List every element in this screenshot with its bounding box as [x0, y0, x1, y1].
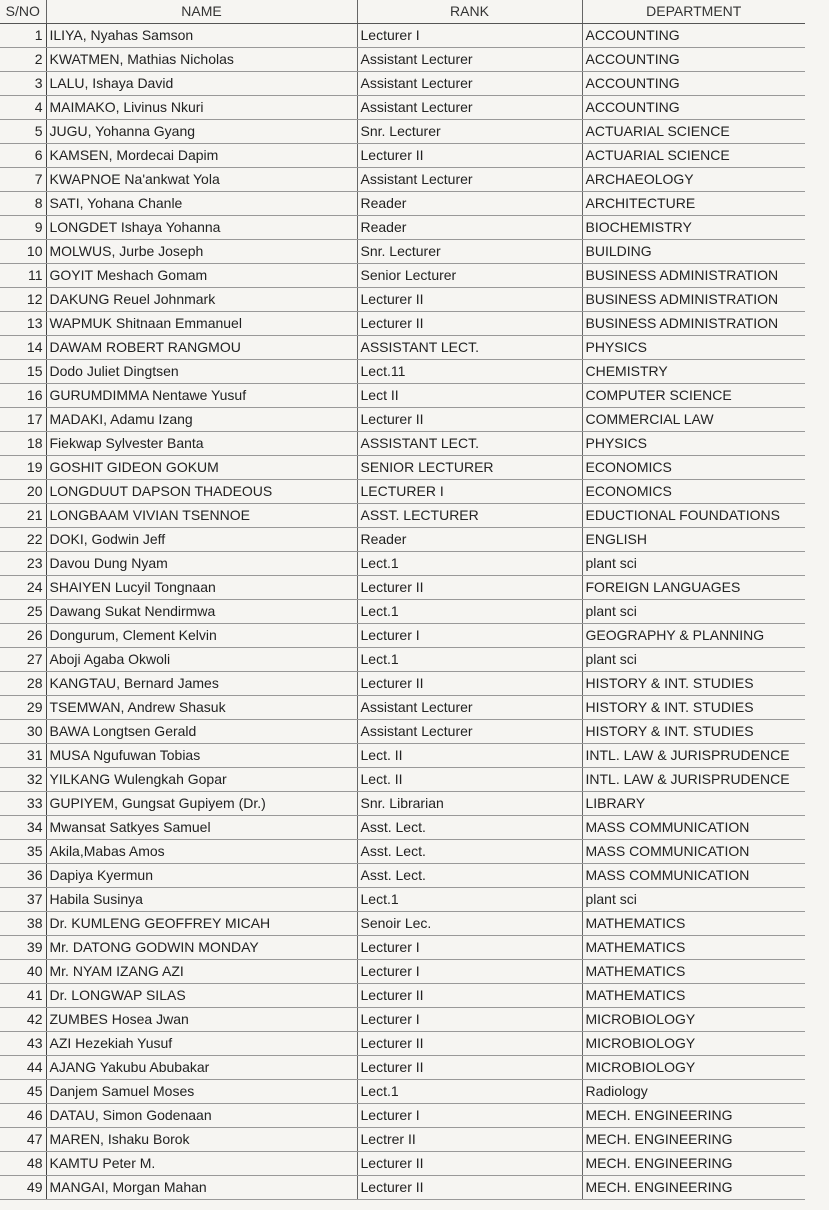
table-row — [0, 816, 805, 840]
sno-cell: 3 — [0, 72, 46, 96]
department-cell: MATHEMATICS — [582, 936, 805, 960]
name-cell: ILIYA, Nyahas Samson — [46, 24, 357, 48]
department-cell: ACCOUNTING — [582, 24, 805, 48]
department-cell: MATHEMATICS — [582, 912, 805, 936]
rank-cell: Lect.1 — [357, 888, 582, 912]
rank-cell: Reader — [357, 528, 582, 552]
sno-cell: 44 — [0, 1056, 46, 1080]
name-cell: BAWA Longtsen Gerald — [46, 720, 357, 744]
department-cell: ECONOMICS — [582, 456, 805, 480]
name-cell: KWATMEN, Mathias Nicholas — [46, 48, 357, 72]
rank-cell: Lecturer I — [357, 960, 582, 984]
name-cell: MOLWUS, Jurbe Joseph — [46, 240, 357, 264]
table-row — [0, 624, 805, 648]
department-cell: ACCOUNTING — [582, 96, 805, 120]
rank-cell: Senoir Lec. — [357, 912, 582, 936]
sno-cell: 21 — [0, 504, 46, 528]
rank-cell: Assistant Lecturer — [357, 96, 582, 120]
rank-cell: Asst. Lect. — [357, 816, 582, 840]
name-cell: LALU, Ishaya David — [46, 72, 357, 96]
rank-cell: Lect.1 — [357, 600, 582, 624]
name-cell: Dongurum, Clement Kelvin — [46, 624, 357, 648]
table-row — [0, 432, 805, 456]
department-cell: plant sci — [582, 600, 805, 624]
name-cell: SHAIYEN Lucyil Tongnaan — [46, 576, 357, 600]
rank-cell: Lecturer II — [357, 1032, 582, 1056]
sno-cell: 14 — [0, 336, 46, 360]
table-row — [0, 288, 805, 312]
sno-cell: 17 — [0, 408, 46, 432]
table-row — [0, 600, 805, 624]
table-row — [0, 24, 805, 48]
rank-cell: Lect. II — [357, 744, 582, 768]
table-header — [0, 0, 805, 24]
table-row — [0, 384, 805, 408]
department-cell: INTL. LAW & JURISPRUDENCE — [582, 768, 805, 792]
rank-cell: Lecturer II — [357, 408, 582, 432]
name-cell: ZUMBES Hosea Jwan — [46, 1008, 357, 1032]
table-row — [0, 696, 805, 720]
sno-cell: 36 — [0, 864, 46, 888]
department-cell: BUILDING — [582, 240, 805, 264]
table-row — [0, 120, 805, 144]
department-cell: MICROBIOLOGY — [582, 1008, 805, 1032]
department-cell: MECH. ENGINEERING — [582, 1152, 805, 1176]
sno-cell: 37 — [0, 888, 46, 912]
name-cell: Danjem Samuel Moses — [46, 1080, 357, 1104]
name-cell: KAMTU Peter M. — [46, 1152, 357, 1176]
department-cell: GEOGRAPHY & PLANNING — [582, 624, 805, 648]
sno-cell: 33 — [0, 792, 46, 816]
name-cell: GUPIYEM, Gungsat Gupiyem (Dr.) — [46, 792, 357, 816]
sno-cell: 43 — [0, 1032, 46, 1056]
rank-cell: Lecturer II — [357, 312, 582, 336]
department-cell: ACCOUNTING — [582, 72, 805, 96]
table-row — [0, 48, 805, 72]
table-row — [0, 240, 805, 264]
sno-cell: 38 — [0, 912, 46, 936]
rank-cell: LECTURER I — [357, 480, 582, 504]
department-cell: MASS COMMUNICATION — [582, 816, 805, 840]
sno-cell: 49 — [0, 1176, 46, 1200]
department-cell: ARCHITECTURE — [582, 192, 805, 216]
sno-cell: 19 — [0, 456, 46, 480]
rank-cell: Lecturer II — [357, 1176, 582, 1200]
name-cell: GOYIT Meshach Gomam — [46, 264, 357, 288]
table-row — [0, 840, 805, 864]
header-name: NAME — [46, 0, 357, 24]
department-cell: MASS COMMUNICATION — [582, 864, 805, 888]
sno-cell: 8 — [0, 192, 46, 216]
sno-cell: 45 — [0, 1080, 46, 1104]
table-row — [0, 1104, 805, 1128]
department-cell: PHYSICS — [582, 336, 805, 360]
department-cell: LIBRARY — [582, 792, 805, 816]
name-cell: MAIMAKO, Livinus Nkuri — [46, 96, 357, 120]
department-cell: plant sci — [582, 552, 805, 576]
department-cell: INTL. LAW & JURISPRUDENCE — [582, 744, 805, 768]
name-cell: JUGU, Yohanna Gyang — [46, 120, 357, 144]
department-cell: BUSINESS ADMINISTRATION — [582, 264, 805, 288]
header-rank: RANK — [357, 0, 582, 24]
department-cell: PHYSICS — [582, 432, 805, 456]
name-cell: Dodo Juliet Dingtsen — [46, 360, 357, 384]
rank-cell: Lecturer II — [357, 1152, 582, 1176]
rank-cell: ASST. LECTURER — [357, 504, 582, 528]
rank-cell: Lect II — [357, 384, 582, 408]
rank-cell: Lect.11 — [357, 360, 582, 384]
table-row — [0, 648, 805, 672]
department-cell: MECH. ENGINEERING — [582, 1104, 805, 1128]
table-row — [0, 864, 805, 888]
department-cell: Radiology — [582, 1080, 805, 1104]
table-row — [0, 1008, 805, 1032]
table-row — [0, 912, 805, 936]
sno-cell: 30 — [0, 720, 46, 744]
sno-cell: 7 — [0, 168, 46, 192]
department-cell: BUSINESS ADMINISTRATION — [582, 288, 805, 312]
table-row — [0, 984, 805, 1008]
table-row — [0, 672, 805, 696]
department-cell: CHEMISTRY — [582, 360, 805, 384]
table-row — [0, 1152, 805, 1176]
department-cell: ACCOUNTING — [582, 48, 805, 72]
name-cell: KAMSEN, Mordecai Dapim — [46, 144, 357, 168]
name-cell: Dr. LONGWAP SILAS — [46, 984, 357, 1008]
name-cell: LONGDUUT DAPSON THADEOUS — [46, 480, 357, 504]
name-cell: DOKI, Godwin Jeff — [46, 528, 357, 552]
name-cell: Akila,Mabas Amos — [46, 840, 357, 864]
rank-cell: Lecturer I — [357, 624, 582, 648]
sno-cell: 29 — [0, 696, 46, 720]
sno-cell: 20 — [0, 480, 46, 504]
rank-cell: Assistant Lecturer — [357, 48, 582, 72]
sno-cell: 26 — [0, 624, 46, 648]
name-cell: Mwansat Satkyes Samuel — [46, 816, 357, 840]
sno-cell: 18 — [0, 432, 46, 456]
table-row — [0, 576, 805, 600]
sno-cell: 32 — [0, 768, 46, 792]
rank-cell: Lecturer II — [357, 576, 582, 600]
sno-cell: 46 — [0, 1104, 46, 1128]
rank-cell: Reader — [357, 192, 582, 216]
table-row — [0, 504, 805, 528]
table-row — [0, 192, 805, 216]
rank-cell: ASSISTANT LECT. — [357, 336, 582, 360]
department-cell: MICROBIOLOGY — [582, 1032, 805, 1056]
sno-cell: 28 — [0, 672, 46, 696]
name-cell: Mr. DATONG GODWIN MONDAY — [46, 936, 357, 960]
sno-cell: 9 — [0, 216, 46, 240]
department-cell: MATHEMATICS — [582, 984, 805, 1008]
table-row — [0, 1056, 805, 1080]
name-cell: WAPMUK Shitnaan Emmanuel — [46, 312, 357, 336]
table-row — [0, 216, 805, 240]
table-row — [0, 888, 805, 912]
name-cell: Habila Susinya — [46, 888, 357, 912]
sno-cell: 6 — [0, 144, 46, 168]
header-sno: S/NO — [0, 0, 46, 24]
name-cell: SATI, Yohana Chanle — [46, 192, 357, 216]
department-cell: HISTORY & INT. STUDIES — [582, 696, 805, 720]
rank-cell: Lecturer I — [357, 24, 582, 48]
name-cell: DAWAM ROBERT RANGMOU — [46, 336, 357, 360]
department-cell: plant sci — [582, 888, 805, 912]
name-cell: KWAPNOE Na'ankwat Yola — [46, 168, 357, 192]
department-cell: plant sci — [582, 648, 805, 672]
department-cell: MATHEMATICS — [582, 960, 805, 984]
name-cell: Dr. KUMLENG GEOFFREY MICAH — [46, 912, 357, 936]
sno-cell: 40 — [0, 960, 46, 984]
sno-cell: 25 — [0, 600, 46, 624]
sno-cell: 13 — [0, 312, 46, 336]
table-row — [0, 792, 805, 816]
sno-cell: 5 — [0, 120, 46, 144]
rank-cell: ASSISTANT LECT. — [357, 432, 582, 456]
table-row — [0, 1176, 805, 1200]
name-cell: Aboji Agaba Okwoli — [46, 648, 357, 672]
sno-cell: 41 — [0, 984, 46, 1008]
table-row — [0, 408, 805, 432]
rank-cell: Assistant Lecturer — [357, 168, 582, 192]
table-body — [0, 24, 805, 1200]
rank-cell: Reader — [357, 216, 582, 240]
rank-cell: Lecturer II — [357, 672, 582, 696]
name-cell: LONGBAAM VIVIAN TSENNOE — [46, 504, 357, 528]
header-department: DEPARTMENT — [582, 0, 805, 24]
rank-cell: Snr. Lecturer — [357, 120, 582, 144]
name-cell: Fiekwap Sylvester Banta — [46, 432, 357, 456]
table-row — [0, 336, 805, 360]
sno-cell: 23 — [0, 552, 46, 576]
department-cell: ARCHAEOLOGY — [582, 168, 805, 192]
rank-cell: Lecturer I — [357, 1104, 582, 1128]
sno-cell: 4 — [0, 96, 46, 120]
name-cell: Mr. NYAM IZANG AZI — [46, 960, 357, 984]
table-row — [0, 168, 805, 192]
table-row — [0, 1032, 805, 1056]
sno-cell: 12 — [0, 288, 46, 312]
sno-cell: 27 — [0, 648, 46, 672]
table-row — [0, 552, 805, 576]
department-cell: HISTORY & INT. STUDIES — [582, 720, 805, 744]
sno-cell: 42 — [0, 1008, 46, 1032]
name-cell: MUSA Ngufuwan Tobias — [46, 744, 357, 768]
table-row — [0, 720, 805, 744]
sno-cell: 10 — [0, 240, 46, 264]
table-row — [0, 312, 805, 336]
department-cell: HISTORY & INT. STUDIES — [582, 672, 805, 696]
department-cell: MECH. ENGINEERING — [582, 1128, 805, 1152]
department-cell: MASS COMMUNICATION — [582, 840, 805, 864]
rank-cell: Lectrer II — [357, 1128, 582, 1152]
sno-cell: 39 — [0, 936, 46, 960]
table-row — [0, 456, 805, 480]
department-cell: BUSINESS ADMINISTRATION — [582, 312, 805, 336]
table-row — [0, 480, 805, 504]
name-cell: YILKANG Wulengkah Gopar — [46, 768, 357, 792]
rank-cell: Lecturer I — [357, 1008, 582, 1032]
department-cell: ECONOMICS — [582, 480, 805, 504]
rank-cell: Lect.1 — [357, 1080, 582, 1104]
rank-cell: Lect. II — [357, 768, 582, 792]
department-cell: MICROBIOLOGY — [582, 1056, 805, 1080]
name-cell: Davou Dung Nyam — [46, 552, 357, 576]
rank-cell: Snr. Lecturer — [357, 240, 582, 264]
sno-cell: 11 — [0, 264, 46, 288]
rank-cell: Asst. Lect. — [357, 864, 582, 888]
name-cell: MADAKI, Adamu Izang — [46, 408, 357, 432]
sno-cell: 1 — [0, 24, 46, 48]
table-row — [0, 768, 805, 792]
rank-cell: SENIOR LECTURER — [357, 456, 582, 480]
department-cell: EDUCTIONAL FOUNDATIONS — [582, 504, 805, 528]
department-cell: ACTUARIAL SCIENCE — [582, 144, 805, 168]
name-cell: TSEMWAN, Andrew Shasuk — [46, 696, 357, 720]
rank-cell: Assistant Lecturer — [357, 696, 582, 720]
rank-cell: Lecturer II — [357, 144, 582, 168]
table-row — [0, 744, 805, 768]
name-cell: AZI Hezekiah Yusuf — [46, 1032, 357, 1056]
name-cell: GURUMDIMMA Nentawe Yusuf — [46, 384, 357, 408]
rank-cell: Snr. Librarian — [357, 792, 582, 816]
rank-cell: Lect.1 — [357, 648, 582, 672]
name-cell: KANGTAU, Bernard James — [46, 672, 357, 696]
department-cell: BIOCHEMISTRY — [582, 216, 805, 240]
name-cell: MAREN, Ishaku Borok — [46, 1128, 357, 1152]
department-cell: COMMERCIAL LAW — [582, 408, 805, 432]
sno-cell: 2 — [0, 48, 46, 72]
rank-cell: Assistant Lecturer — [357, 72, 582, 96]
sno-cell: 48 — [0, 1152, 46, 1176]
rank-cell: Lect.1 — [357, 552, 582, 576]
rank-cell: Asst. Lect. — [357, 840, 582, 864]
sno-cell: 34 — [0, 816, 46, 840]
table-row — [0, 1080, 805, 1104]
sno-cell: 16 — [0, 384, 46, 408]
sno-cell: 35 — [0, 840, 46, 864]
department-cell: FOREIGN LANGUAGES — [582, 576, 805, 600]
rank-cell: Senior Lecturer — [357, 264, 582, 288]
table-row — [0, 264, 805, 288]
name-cell: Dapiya Kyermun — [46, 864, 357, 888]
table-row — [0, 144, 805, 168]
name-cell: Dawang Sukat Nendirmwa — [46, 600, 357, 624]
table-row — [0, 96, 805, 120]
rank-cell: Lecturer I — [357, 936, 582, 960]
department-cell: COMPUTER SCIENCE — [582, 384, 805, 408]
name-cell: LONGDET Ishaya Yohanna — [46, 216, 357, 240]
table-row — [0, 960, 805, 984]
table-row — [0, 72, 805, 96]
table-row — [0, 528, 805, 552]
rank-cell: Assistant Lecturer — [357, 720, 582, 744]
rank-cell: Lecturer II — [357, 1056, 582, 1080]
table-row — [0, 936, 805, 960]
name-cell: MANGAI, Morgan Mahan — [46, 1176, 357, 1200]
rank-cell: Lecturer II — [357, 984, 582, 1008]
sno-cell: 15 — [0, 360, 46, 384]
rank-cell: Lecturer II — [357, 288, 582, 312]
sno-cell: 47 — [0, 1128, 46, 1152]
name-cell: GOSHIT GIDEON GOKUM — [46, 456, 357, 480]
header-row — [0, 0, 805, 24]
table-row — [0, 360, 805, 384]
name-cell: AJANG Yakubu Abubakar — [46, 1056, 357, 1080]
table-row — [0, 1128, 805, 1152]
department-cell: ENGLISH — [582, 528, 805, 552]
sno-cell: 24 — [0, 576, 46, 600]
sno-cell: 31 — [0, 744, 46, 768]
name-cell: DATAU, Simon Godenaan — [46, 1104, 357, 1128]
department-cell: ACTUARIAL SCIENCE — [582, 120, 805, 144]
name-cell: DAKUNG Reuel Johnmark — [46, 288, 357, 312]
sno-cell: 22 — [0, 528, 46, 552]
department-cell: MECH. ENGINEERING — [582, 1176, 805, 1200]
